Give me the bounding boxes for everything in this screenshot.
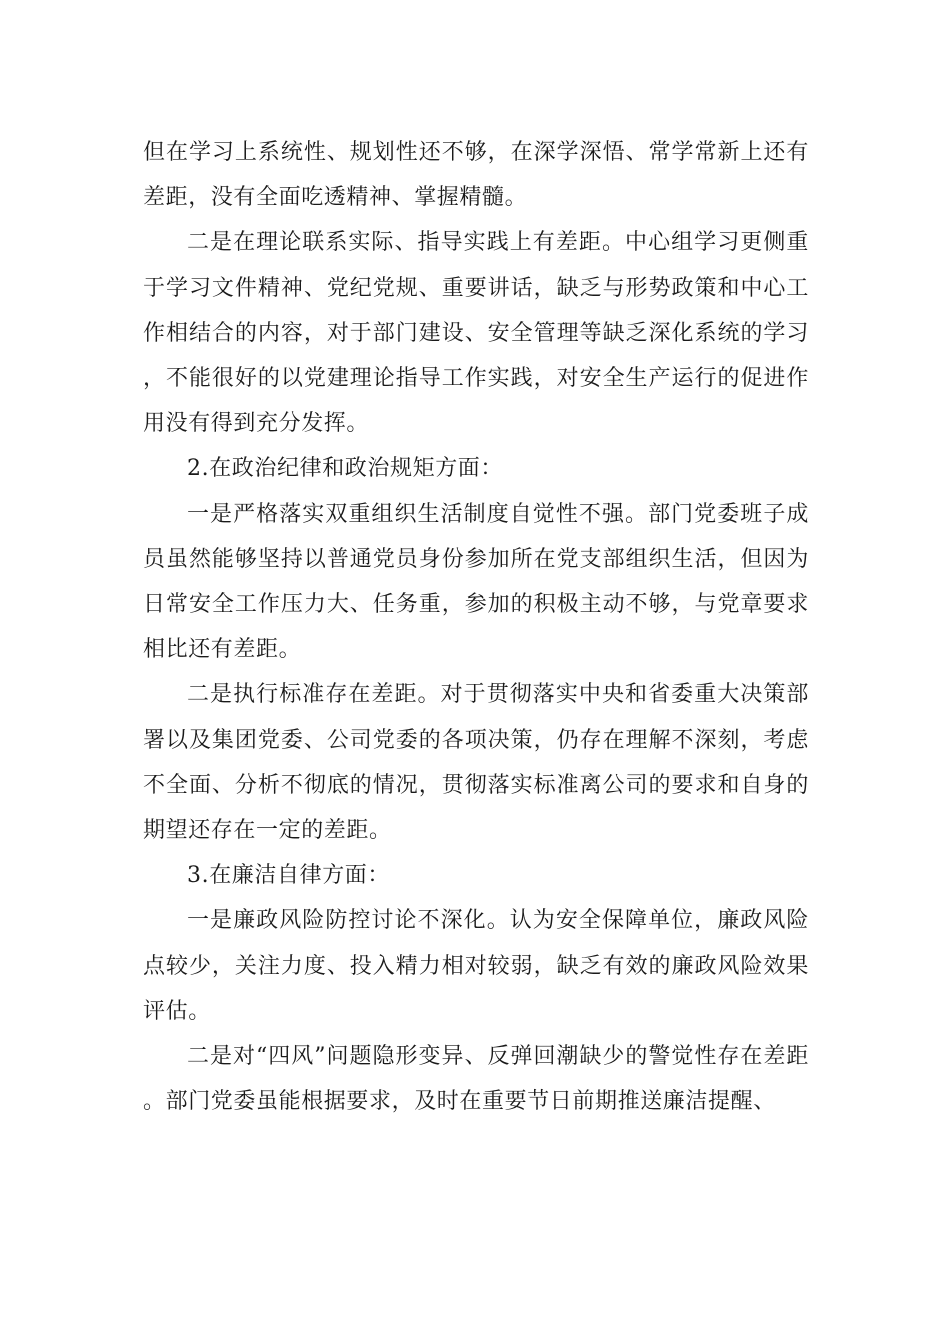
paragraph-organizational-life: 一是严格落实双重组织生活制度自觉性不强。部门党委班子成员虽然能够坚持以普通党员身份参加所在党支部组织生活，但因为日常安全工作压力大、任务重，参加的积极主动不够，与党章要求相比还有差距。 xyxy=(143,501,809,663)
section-heading-political-discipline: 2.在政治纪律和政治规矩方面： xyxy=(187,456,503,482)
paragraph-integrity-risk: 一是廉政风险防控讨论不深化。认为安全保障单位，廉政风险点较少，关注力度、投入精力相对较弱，缺乏有效的廉政风险效果评估。 xyxy=(143,908,809,1024)
paragraph-theory-practice-gap: 二是在理论联系实际、指导实践上有差距。中心组学习更侧重于学习文件精神、党纪党规、重要讲话，缺乏与形势政策和中心工作相结合的内容，对于部门建设、安全管理等缺乏深化系统的学习，不能很好的以党建理论指导工作实践，对安全生产运行的促进作用没有得到充分发挥。 xyxy=(143,230,809,437)
paragraph-study-gap-continued: 但在学习上系统性、规划性还不够，在深学深悟、常学常新上还有差距，没有全面吃透精神、掌握精髓。 xyxy=(143,140,809,211)
paragraph-execution-standard: 二是执行标准存在差距。对于贯彻落实中央和省委重大决策部署以及集团党委、公司党委的各项决策，仍存在理解不深刻，考虑不全面、分析不彻底的情况，贯彻落实标准离公司的要求和自身的期望还存在一定的差距。 xyxy=(143,682,809,844)
paragraph-four-styles: 二是对“四风”问题隐形变异、反弹回潮缺少的警觉性存在差距。部门党委虽能根据要求，及时在重要节日前期推送廉洁提醒、 xyxy=(143,1044,809,1115)
document-body xyxy=(143,130,809,1124)
section-heading-integrity: 3.在廉洁自律方面： xyxy=(187,863,390,889)
